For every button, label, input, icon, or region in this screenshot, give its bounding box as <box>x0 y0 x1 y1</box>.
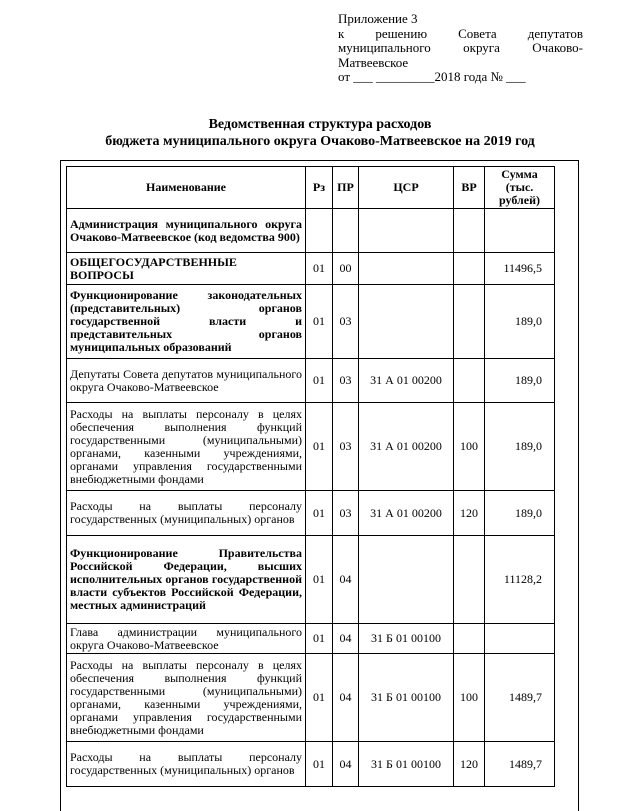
header-sum: Сумма (тыс. рублей) <box>485 167 555 209</box>
row-name: Функционирование Правительства Российской Федерации, высших исполнительных органов государственной власти субъектов Российской Федерации, местных администраций <box>67 536 306 624</box>
row-csr: 31 А 01 00200 <box>359 359 454 403</box>
row-vr: 120 <box>454 491 485 536</box>
row-name: Депутаты Совета депутатов муниципального округа Очаково-Матвеевское <box>67 359 306 403</box>
table-row <box>67 359 555 403</box>
row-pr: 00 <box>333 253 359 285</box>
row-pr: 04 <box>333 654 359 742</box>
table-row <box>67 536 555 624</box>
appendix-note <box>338 12 583 85</box>
row-rz: 01 <box>306 359 333 403</box>
row-name: Расходы на выплаты персоналу государственных (муниципальных) органов <box>67 742 306 787</box>
row-csr <box>359 253 454 285</box>
row-sum: 1489,7 <box>485 654 555 742</box>
appendix-line-1: Приложение 3 <box>338 11 418 26</box>
row-vr: 100 <box>454 654 485 742</box>
row-name: Расходы на выплаты персоналу в целях обеспечения выполнения функций государственными (муниципальными) органами, казенными учреждениями, органами управления государственными внебюджетными фондами <box>67 403 306 491</box>
row-rz: 01 <box>306 536 333 624</box>
row-pr: 04 <box>333 624 359 654</box>
table-row <box>67 624 555 654</box>
row-name: Функционирование законодательных (представительных) органов государственной власти и представительных органов муниципальных образований <box>67 285 306 359</box>
row-rz: 01 <box>306 491 333 536</box>
row-csr: 31 Б 01 00100 <box>359 624 454 654</box>
row-sum: 189,0 <box>485 403 555 491</box>
table-row <box>67 253 555 285</box>
row-pr: 03 <box>333 285 359 359</box>
row-rz: 01 <box>306 403 333 491</box>
row-sum: 189,0 <box>485 491 555 536</box>
row-vr <box>454 209 485 253</box>
row-sum: 189,0 <box>485 285 555 359</box>
expenditure-table <box>66 166 555 787</box>
row-csr <box>359 285 454 359</box>
row-sum: 1489,7 <box>485 742 555 787</box>
table-row <box>67 209 555 253</box>
appendix-line-2: к решению Совета депутатов муниципального округа Очаково-Матвеевское <box>338 25 583 70</box>
row-csr: 31 А 01 00200 <box>359 491 454 536</box>
row-sum: 11128,2 <box>485 536 555 624</box>
table-row <box>67 403 555 491</box>
table-row <box>67 654 555 742</box>
row-pr: 03 <box>333 491 359 536</box>
table-row <box>67 742 555 787</box>
row-pr: 04 <box>333 536 359 624</box>
row-vr <box>454 285 485 359</box>
table-row <box>67 285 555 359</box>
row-csr <box>359 209 454 253</box>
row-vr: 120 <box>454 742 485 787</box>
row-name: Расходы на выплаты персоналу в целях обеспечения выполнения функций государственными (муниципальными) органами, казенными учреждениями, органами управления государственными внебюджетными фондами <box>67 654 306 742</box>
row-name: ОБЩЕГОСУДАРСТВЕННЫЕ ВОПРОСЫ <box>67 253 306 285</box>
header-csr: ЦСР <box>359 167 454 209</box>
header-rz: Рз <box>306 167 333 209</box>
header-vr: ВР <box>454 167 485 209</box>
row-csr <box>359 536 454 624</box>
row-rz: 01 <box>306 624 333 654</box>
row-rz: 01 <box>306 654 333 742</box>
row-rz: 01 <box>306 742 333 787</box>
row-pr: 04 <box>333 742 359 787</box>
title-line-1: Ведомственная структура расходов <box>208 117 432 132</box>
row-rz: 01 <box>306 253 333 285</box>
row-name: Расходы на выплаты персоналу государственных (муниципальных) органов <box>67 491 306 536</box>
row-vr <box>454 359 485 403</box>
row-name: Администрация муниципального округа Очаково-Матвеевское (код ведомства 900) <box>67 209 306 253</box>
row-vr: 100 <box>454 403 485 491</box>
document-title <box>40 116 600 150</box>
row-csr: 31 Б 01 00100 <box>359 654 454 742</box>
header-name: Наименование <box>67 167 306 209</box>
title-line-2: бюджета муниципального округа Очаково-Матвеевское на 2019 год <box>105 134 535 149</box>
row-vr <box>454 536 485 624</box>
row-sum: 189,0 <box>485 359 555 403</box>
row-vr <box>454 253 485 285</box>
table-header-row <box>67 167 555 209</box>
table-row <box>67 491 555 536</box>
row-vr <box>454 624 485 654</box>
row-sum: 11496,5 <box>485 253 555 285</box>
row-csr: 31 А 01 00200 <box>359 403 454 491</box>
header-pr: ПР <box>333 167 359 209</box>
row-pr: 03 <box>333 403 359 491</box>
row-name: Глава администрации муниципального округа Очаково-Матвеевское <box>67 624 306 654</box>
row-sum <box>485 624 555 654</box>
row-pr: 03 <box>333 359 359 403</box>
row-csr: 31 Б 01 00100 <box>359 742 454 787</box>
row-pr <box>333 209 359 253</box>
row-rz: 01 <box>306 285 333 359</box>
row-sum <box>485 209 555 253</box>
row-rz <box>306 209 333 253</box>
appendix-line-3: от ___ _________2018 года № ___ <box>338 69 526 84</box>
